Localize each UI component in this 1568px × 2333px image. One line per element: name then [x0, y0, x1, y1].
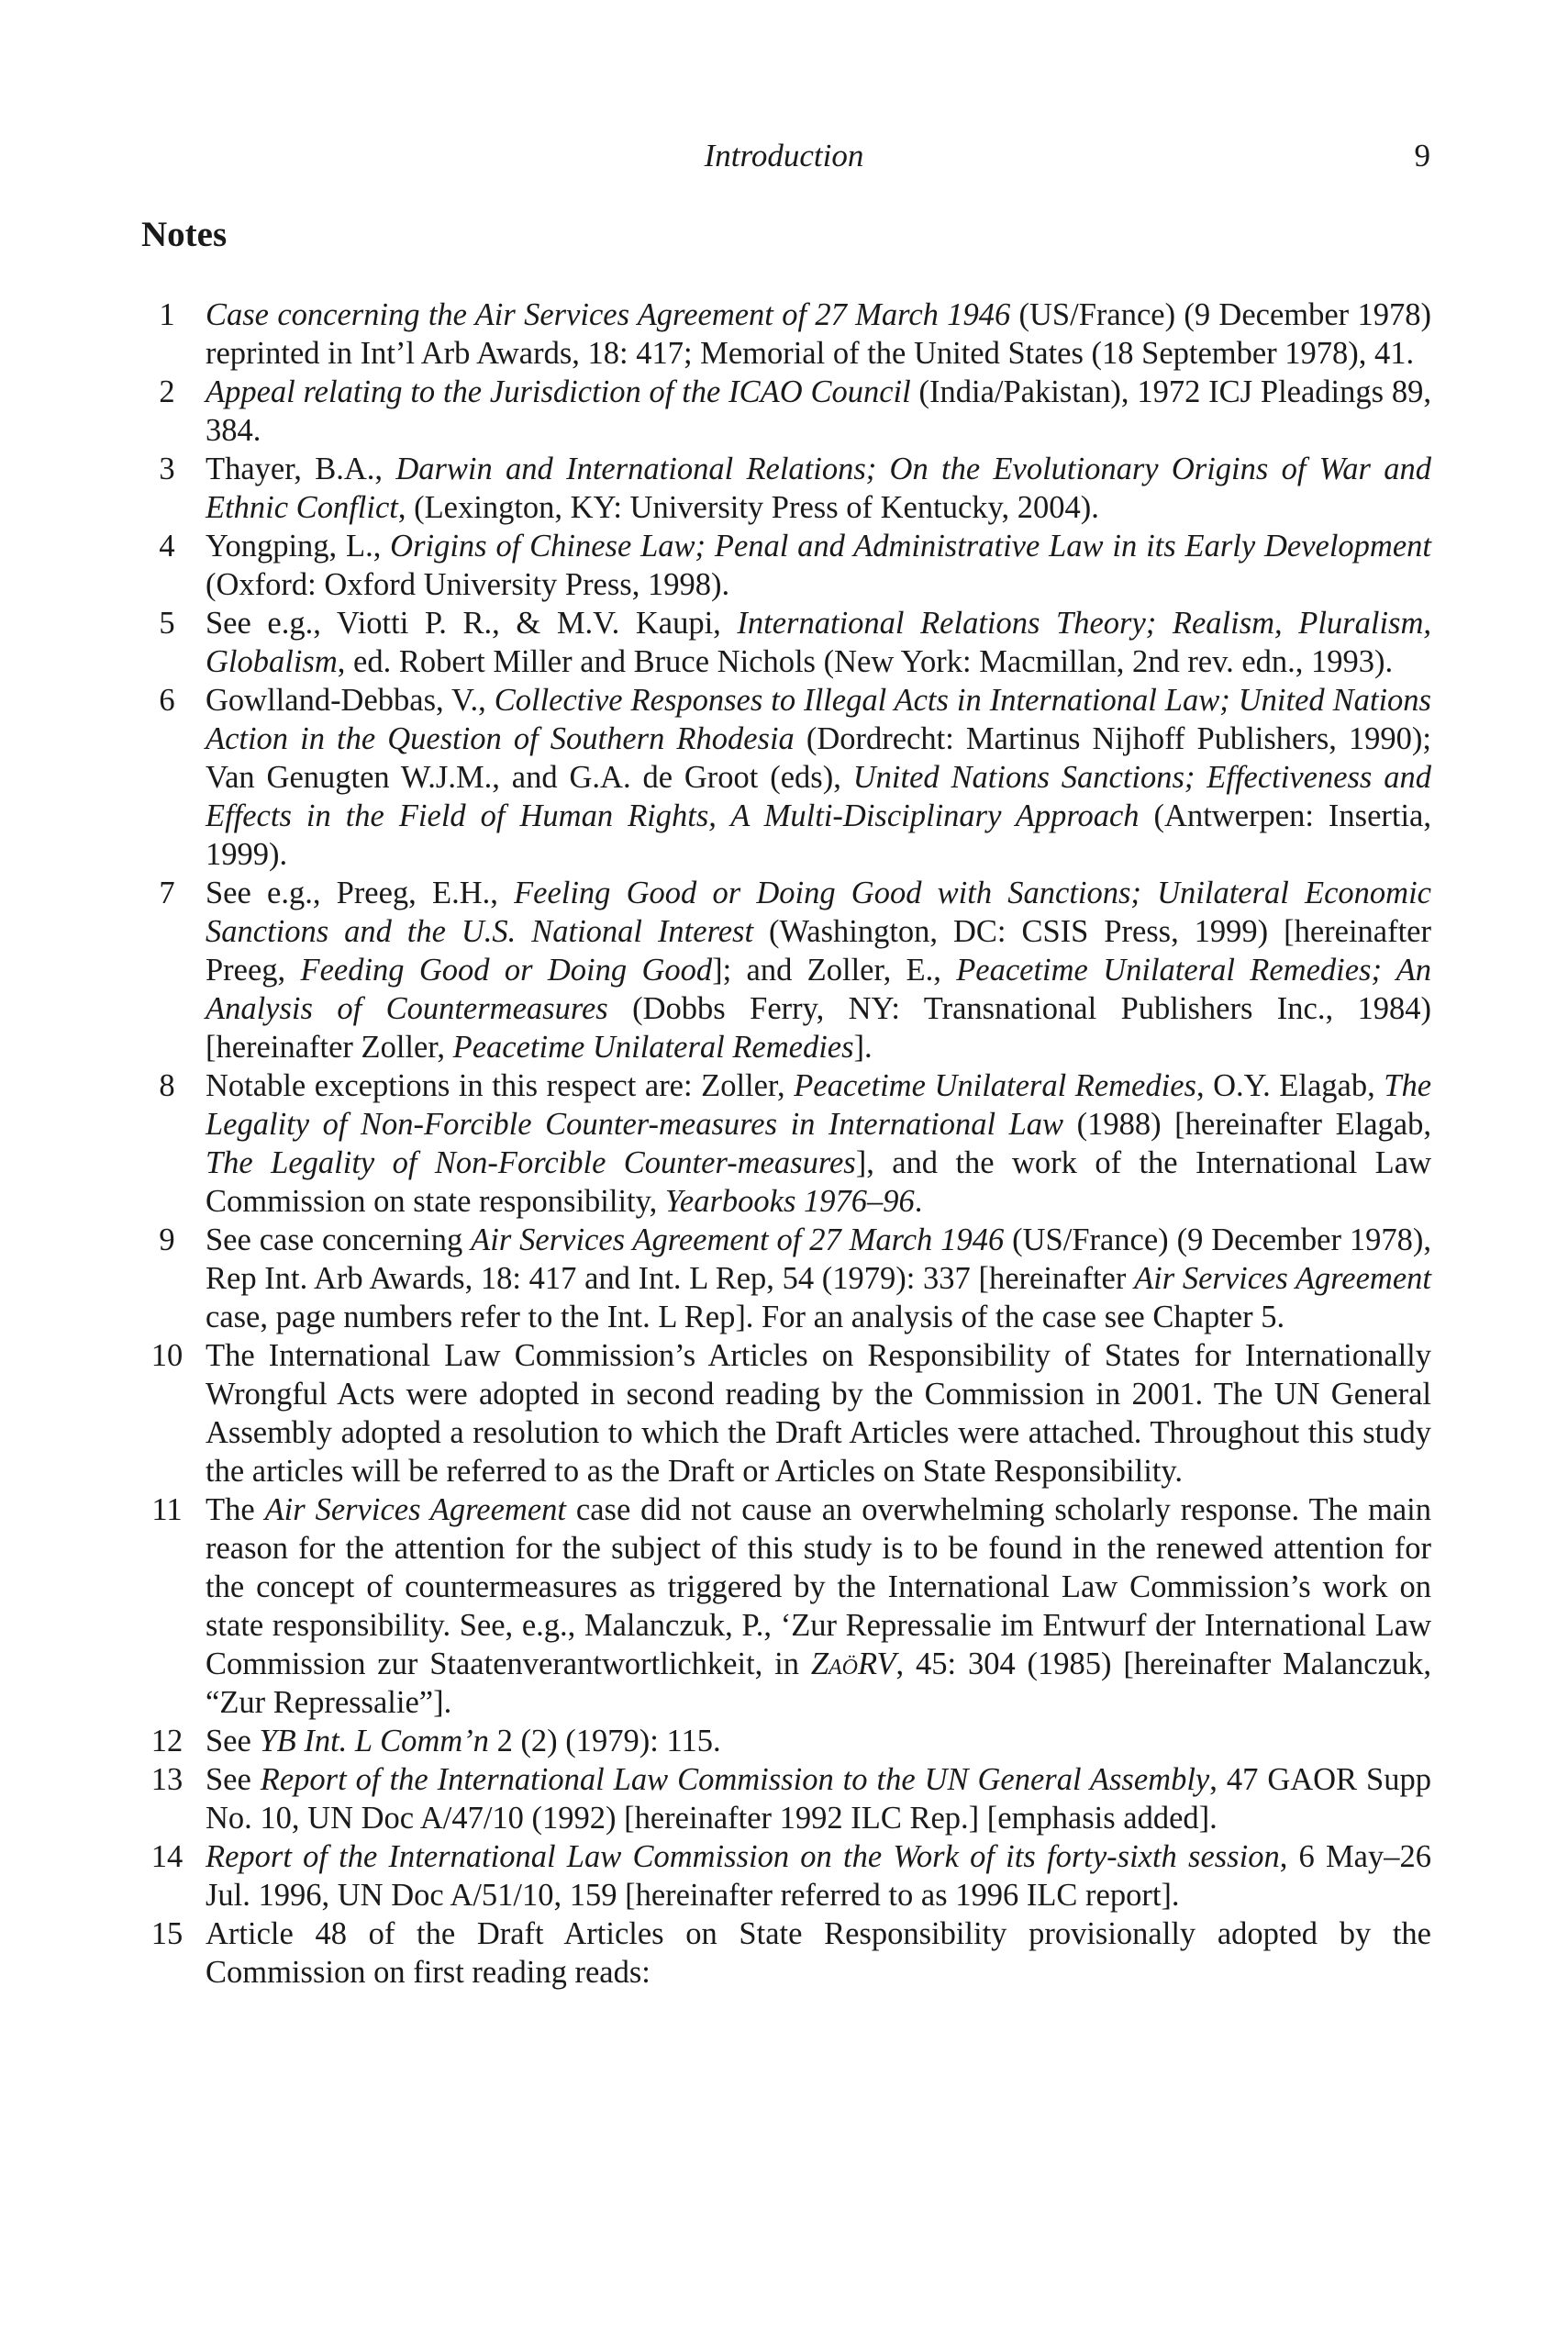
- note-text: Notable exceptions in this respect are: Zoller, Peacetime Unilateral Remedies, O.Y. Elagab, The Legality of Non-Forcible Counter-measures in International Law (1988) [hereinafter Elagab, The Legality of Non-Forcible Counter-measures], and the work of the International Law Commission on state responsibility, Yearbooks 1976–96.: [206, 1068, 1432, 1219]
- note-number: 5: [159, 606, 175, 641]
- note-text: Report of the International Law Commission on the Work of its forty-sixth session, 6 May–26 Jul. 1996, UN Doc A/51/10, 159 [hereinafter referred to as 1996 ILC report].: [206, 1839, 1431, 1913]
- note-item: [128, 874, 1431, 1066]
- note-item: [128, 1760, 1431, 1837]
- note-text: Article 48 of the Draft Articles on State Responsibility provisionally adopted by the Commission on first reading reads:: [206, 1916, 1431, 1990]
- note-text: The International Law Commission’s Articles on Responsibility of States for Internationally Wrongful Acts were adopted in second reading by the Commission in 2001. The UN General Assembly adopted a resolution to which the Draft Articles were attached. Throughout this study the articles will be referred to as the Draft or Articles on State Responsibility.: [206, 1338, 1431, 1489]
- note-item: [128, 1490, 1431, 1722]
- page-number: 9: [1414, 138, 1430, 173]
- note-item: [128, 450, 1431, 527]
- note-number: 12: [150, 1724, 183, 1758]
- notes-heading: Notes: [141, 215, 228, 254]
- note-number: 15: [150, 1916, 183, 1951]
- note-item: [128, 1221, 1431, 1336]
- note-text: See YB Int. L Comm’n 2 (2) (1979): 115.: [206, 1724, 721, 1758]
- note-number: 8: [159, 1068, 175, 1103]
- note-text: See e.g., Preeg, E.H., Feeling Good or Doing Good with Sanctions; Unilateral Economic Sanctions and the U.S. National Interest (Washington, DC: CSIS Press, 1999) [hereinafter Preeg, Feeding Good or Doing Good]; and Zoller, E., Peacetime Unilateral Remedies; An Analysis of Countermeasures (Dobbs Ferry, NY: Transnational Publishers Inc., 1984) [hereinafter Zoller, Peacetime Unilateral Remedies].: [206, 876, 1431, 1065]
- note-text: See case concerning Air Services Agreement of 27 March 1946 (US/France) (9 December 1978), Rep Int. Arb Awards, 18: 417 and Int. L Rep, 54 (1979): 337 [hereinafter Air Services Agreement case, page numbers refer to the Int. L Rep]. For an analysis of the case see Chapter 5.: [206, 1222, 1431, 1334]
- note-text: Appeal relating to the Jurisdiction of the ICAO Council (India/Pakistan), 1972 ICJ Pleadings 89, 384.: [206, 374, 1431, 448]
- note-item: [128, 681, 1431, 874]
- running-head: [0, 134, 1568, 178]
- note-number: 3: [159, 452, 175, 486]
- note-text: Thayer, B.A., Darwin and International Relations; On the Evolutionary Origins of War and Ethnic Conflict, (Lexington, KY: University Press of Kentucky, 2004).: [206, 452, 1432, 525]
- note-number: 2: [159, 374, 175, 409]
- note-item: [128, 604, 1431, 681]
- note-number: 7: [159, 876, 175, 910]
- note-text: See e.g., Viotti P. R., & M.V. Kaupi, International Relations Theory; Realism, Pluralism, Globalism, ed. Robert Miller and Bruce Nichols (New York: Macmillan, 2nd rev. edn., 1993).: [206, 606, 1431, 679]
- note-item: [128, 296, 1431, 373]
- notes-list: [128, 296, 1431, 1992]
- note-item: [128, 1914, 1431, 1992]
- note-item: [128, 373, 1431, 450]
- note-number: 9: [159, 1222, 175, 1257]
- note-item: [128, 1722, 1431, 1760]
- note-item: [128, 1837, 1431, 1914]
- note-item: [128, 1066, 1431, 1221]
- note-item: [128, 527, 1431, 604]
- note-number: 13: [150, 1762, 183, 1797]
- note-text: The Air Services Agreement case did not cause an overwhelming scholarly response. The main reason for the attention for the subject of this study is to be found in the renewed attention for the concept of countermeasures as triggered by the International Law Commission’s work on state responsibility. See, e.g., Malanczuk, P., ‘Zur Repressalie im Entwurf der International Law Commission zur Staatenverantwortlichkeit, in ZaöRV, 45: 304 (1985) [hereinafter Malanczuk, “Zur Repressalie”].: [206, 1492, 1432, 1720]
- note-text: Case concerning the Air Services Agreement of 27 March 1946 (US/France) (9 December 1978) reprinted in Int’l Arb Awards, 18: 417; Memorial of the United States (18 September 1978), 41.: [206, 297, 1431, 371]
- running-title: Introduction: [704, 138, 864, 173]
- note-number: 10: [150, 1338, 183, 1373]
- note-number: 14: [150, 1839, 183, 1874]
- note-number: 11: [151, 1492, 183, 1527]
- note-item: [128, 1336, 1431, 1490]
- note-text: Yongping, L., Origins of Chinese Law; Penal and Administrative Law in its Early Development (Oxford: Oxford University Press, 1998).: [206, 529, 1431, 602]
- note-number: 4: [159, 529, 175, 564]
- note-number: 6: [159, 683, 175, 718]
- note-text: Gowlland-Debbas, V., Collective Responses to Illegal Acts in International Law; United Nations Action in the Question of Southern Rhodesia (Dordrecht: Martinus Nijhoff Publishers, 1990); Van Genugten W.J.M., and G.A. de Groot (eds), United Nations Sanctions; Effectiveness and Effects in the Field of Human Rights, A Multi-Disciplinary Approach (Antwerpen: Insertia, 1999).: [206, 683, 1432, 872]
- note-text: See Report of the International Law Commission to the UN General Assembly, 47 GAOR Supp No. 10, UN Doc A/47/10 (1992) [hereinafter 1992 ILC Rep.] [emphasis added].: [206, 1762, 1431, 1836]
- note-number: 1: [159, 297, 175, 332]
